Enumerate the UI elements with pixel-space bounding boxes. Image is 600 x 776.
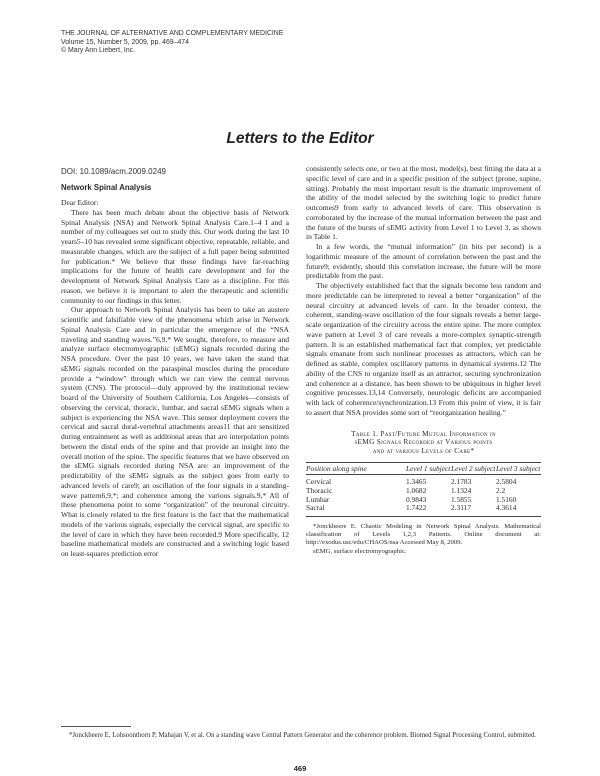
journal-volume: Volume 15, Number 5, 2009, pp. 469–474 xyxy=(61,38,189,46)
paragraph: consistently selects one, or two at the most, model(s), best fitting the data at a specific level of care and in a specific position of the subject (prone, supine, sitting). Probably the most important result is the dramatic improvement of the ability of the model selected by the switching logic to predict future outcomes9 from early to advanced levels of care. This observation is corroborated by the increase of the mutual information between the past and the future of the bursts of sEMG activity from Level 1 to Level 3, as shown in Table 1. xyxy=(306,164,541,242)
table-cell: 2.3117 xyxy=(451,504,496,516)
table-caption-line: Table 1. Past/Future Mutual Information in xyxy=(351,428,496,438)
table-cell: 1.7422 xyxy=(406,504,451,516)
table-cell: 0.9843 xyxy=(406,494,427,504)
left-column xyxy=(61,183,289,559)
section-heading: Network Spinal Analysis xyxy=(61,183,152,192)
table-header: Level 3 subject xyxy=(496,462,541,475)
footnote-divider xyxy=(61,726,131,727)
table-cell: 1.5855 xyxy=(451,494,472,504)
journal-header xyxy=(61,30,283,56)
journal-name: THE JOURNAL OF ALTERNATIVE AND COMPLEMENTARY MEDICINE xyxy=(61,30,284,37)
table-notes xyxy=(306,523,541,556)
table-cell: Sacral xyxy=(306,504,406,516)
salutation: Dear Editor: xyxy=(61,198,99,207)
footnote: *Jonckheere E, Lohsoonthorn P, Mahajan V, et al. On a standing wave Central Pattern Generator and the coherence problem. Biomed Signal Processing Control, submitted. xyxy=(69,732,537,739)
table-header: Position along spine xyxy=(306,462,406,475)
journal-copyright: © Mary Ann Liebert, Inc. xyxy=(61,47,136,55)
table-caption xyxy=(306,430,541,456)
table-header: Level 2 subject xyxy=(451,462,496,475)
paragraph: There has been much debate about the objective basis of Network Spinal Analysis (NSA) and Network Spinal Analysis Care.1–4 I and a number of my colleagues set out to study this. Our work during the last 10 years5–10 has revealed some significant objective, repeatable, reliable, and measurable changes, which are the subject of a full paper being submitted for publication.* We believe that these findings have far-reaching implications for the future of health care development and for the development of Network Spinal Analysis Care as a discipline. For this reason, we believe it is important to alert the therapeutic and scientific community to our findings in this letter. xyxy=(61,207,289,305)
table-caption-line: and at various Levels of Care* xyxy=(372,446,475,456)
table-row xyxy=(306,504,541,516)
table-cell: Cervical xyxy=(306,477,332,487)
table-cell: 4.3614 xyxy=(496,504,541,516)
doi-link[interactable]: DOI: 10.1089/acm.2009.0249 xyxy=(61,167,166,176)
table-caption-line: sEMG Signals Recorded at Various points xyxy=(354,437,493,447)
mutual-information-table xyxy=(306,462,541,517)
paragraph: The objectively established fact that the signals become less random and more predictable can be interpreted to reveal a better “organization” of the neural circuitry at advanced levels of care. In the broader context, the coherent, standing-wave oscillation of the four signals reveals a better large-scale organization of the circuitry across the entire spine. The more complex wave pattern at Level 3 of care reveals a more-complex synaptic-strength pattern. It is an established mathematical fact that complex, yet predictable signals emanate from such nonlinear processes as attractors, which can be defined as stable, complex oscillatory patterns in dynamical systems.12 The ability of the CNS to organize itself as an attractor, securing synchronization and coherence at a distance, has been shown to be ubiquitous in higher level cognitive processes.13,14 Conversely, neurologic deficits are accompanied with lack of coherence/synchronization.13 From this point of view, it is fair to assert that NSA provides some sort of “reorganization healing.” xyxy=(306,281,541,417)
table-cell: 2.1783 xyxy=(451,477,472,487)
page-title: Letters to the Editor xyxy=(226,130,374,147)
paragraph: Our approach to Network Spinal Analysis has been to take an austere scientific and falsifiable view of the phenomena which arise in Network Spinal Analysis Care and in particular the emergence of the “NSA traveling and standing waves.”6,9,* We sought, therefore, to measure and analyze surface electromyographic (sEMG) signals recorded during the NSA procedure. Over the past 10 years, we have taken the stand that sEMG signals recorded on the paraspinal muscles during the procedure provide a “window” through which we can view the central nervous system (CNS). The protocol—duly approved by the institutional review board of the University of Southern California, Los Angeles—consists of observing the cervical, thoracic, lumbar, and sacral sEMG signals when a subject is experiencing the NSA wave. This sensor deployment covers the cervical and sacral dural-vertebral attachments areas11 that are sensitized during entrainment as well as additional areas that are interpolation points between the distal ends of the spine and that provide an insight into the overall motion of the spine. The specific features that we have observed on the sEMG signals recorded during NSA are: an improvement of the predictability of the sEMG signals as the subject goes from early to advanced levels of care9; an oscillation of the four signals in a standing-wave pattern6,9,*; and coherence among the various signals.9,* All of these phenomena point to some “organization” of the neuronal circuitry. What is closely related to the first feature is the fact that the mathematical models of the various signals, especially the cervical signal, are specific to the level of care in which they have been recorded.9 More specifically, 12 baseline mathematical models are constructed and a switching logic based on least-squares prediction error xyxy=(61,305,289,558)
table-cell: 1.5160 xyxy=(496,494,517,504)
table-note: sEMG, surface electromyographic. xyxy=(313,547,407,555)
page-number: 469 xyxy=(293,764,307,773)
table-header: Level 1 subject xyxy=(406,462,451,475)
table-cell: 1.1324 xyxy=(451,486,472,496)
table-cell: 1.3465 xyxy=(406,477,427,487)
table-cell: 2.2 xyxy=(496,486,506,496)
table-cell: Thoracic xyxy=(306,486,333,496)
table-note: *Jonckheere E. Chaotic Modeling in Network Spinal Analysis. Mathematical classification of Levels 1,2,3 Patients. Online document at: http://exodus.usc/edu/CHAOS/nsa Accessed May 8, 2009. xyxy=(306,522,541,547)
paragraph: In a few words, the “mutual information” (in bits per second) is a logarithmic measure of the amount of correlation between the past and the future9; evidently, should this correlation increase, the future will be more predictable from the past. xyxy=(306,242,541,281)
table-cell: 1.0682 xyxy=(406,486,427,496)
table-cell: 2.5804 xyxy=(496,477,517,487)
right-column xyxy=(306,164,541,556)
table-cell: Lumbar xyxy=(306,494,330,504)
